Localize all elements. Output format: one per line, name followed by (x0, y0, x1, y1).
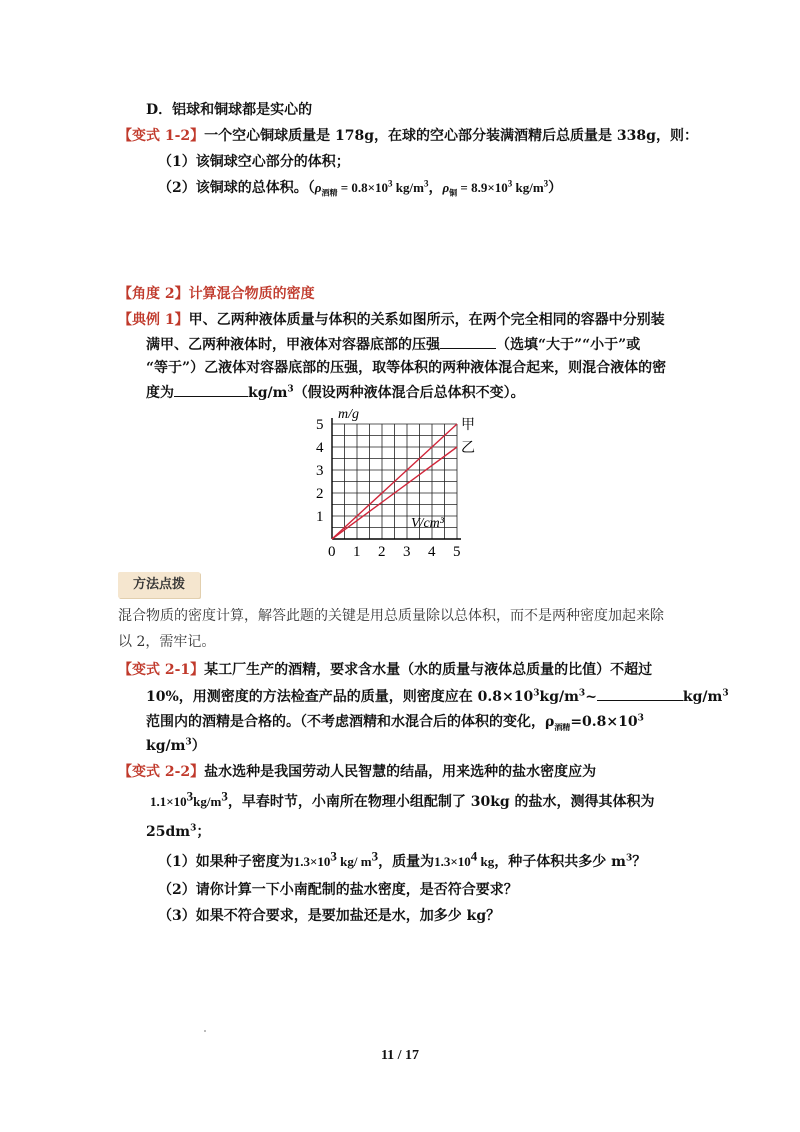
x-tick-label: 3 (403, 544, 411, 560)
variant-2-2-density-unit-exp: 3 (221, 788, 228, 804)
answer-blank-2[interactable] (174, 382, 248, 397)
variant-2-2-line-3 (146, 822, 210, 842)
example-1-text-c: （选填“大于”“小于”或 (496, 337, 641, 353)
example-1-line-4 (146, 382, 525, 403)
seed-mass-value: 1.3×10 (434, 854, 471, 869)
example-1-line-1 (118, 310, 665, 330)
seed-density-unit-exp: 3 (371, 848, 379, 864)
seed-density-value: 1.3×10 (293, 854, 331, 869)
series-label-甲: 甲 (461, 417, 475, 433)
x-tick-label: 5 (453, 544, 461, 560)
question-1 (158, 152, 350, 172)
example-1-text-e1: 度为 (146, 385, 174, 401)
seed-density-exp: 3 (330, 848, 337, 864)
variant-2-1-exp-2: 3 (637, 713, 644, 724)
example-1-text-a: 甲、乙两种液体质量与体积的关系如图所示，在两个完全相同的容器中分别装 (188, 312, 665, 328)
answer-blank-1[interactable] (440, 334, 496, 349)
variant-2-1-text-b1: 10%，用测密度的方法检查产品的质量，则密度应在 0.8×10 (146, 689, 534, 705)
variant-2-1-end: ） (191, 738, 206, 754)
sub-question-1-text-g: ，种子体积共多少 m (494, 854, 626, 870)
variant-1-2-text: 一个空心铜球质量是 178g，在球的空心部分装满酒精后总质量是 338g，则： (204, 128, 698, 144)
variant-2-1-tilde: ~ (585, 689, 597, 705)
variant-2-2-volume-end: ； (196, 824, 211, 840)
variant-2-1-line-2 (146, 686, 729, 707)
angle-2-title: 计算混合物质的密度 (188, 286, 315, 302)
variant-2-1-unit-exp-1: 3 (578, 688, 586, 699)
x-tick-label: 0 (328, 544, 336, 560)
example-1-unit: kg/m (248, 385, 288, 401)
rho-copper (442, 178, 549, 198)
variant-2-1-text-c1: 范围内的酒精是合格的。（不考虑酒精和水混合后的体积的变化，ρ (146, 714, 555, 730)
variant-2-2-volume-exp: 3 (190, 823, 197, 834)
variant-2-1-exp-1: 3 (533, 688, 540, 699)
sub-question-2 (158, 880, 518, 900)
sub-question-1 (158, 848, 647, 872)
variant-2-2-text-a: 盐水选种是我国劳动人民智慧的结晶，用来选种的盐水密度应为 (204, 764, 597, 780)
rho-alcohol-value: = 0.8×10 (337, 180, 389, 195)
example-1-text-d: “等于”）乙液体对容器底部的压强，取等体积的两种液体混合起来，则混合液体的密 (146, 360, 667, 376)
y-tick-label: 2 (316, 486, 324, 502)
y-tick-label: 4 (316, 440, 324, 456)
y-tick-label: 5 (316, 417, 324, 433)
answer-blank-3[interactable] (597, 686, 683, 701)
example-1-text-e3: （假设两种液体混合后总体积不变）。 (293, 385, 525, 401)
variant-2-1-unit-3: kg/m (146, 738, 186, 754)
sub-question-1-text-a: （1）如果种子密度为 (158, 854, 294, 870)
sub-question-3 (158, 906, 500, 926)
example-1-unit-exp: 3 (287, 384, 294, 395)
rho-alcohol-unit: kg/m (392, 180, 424, 195)
question-1-text: （1）该铜球空心部分的体积； (158, 154, 350, 170)
tip-text-2: 以 2，需牢记。 (118, 634, 216, 650)
rho-alcohol-unit-exp: 3 (423, 178, 429, 189)
question-2 (158, 178, 562, 198)
rho-copper-sub: 铜 (449, 188, 458, 198)
variant-2-1-text-a: 某工厂生产的酒精，要求含水量（水的质量与液体总质量的比值）不超过 (204, 662, 653, 678)
variant-2-1-unit-1: kg/m (539, 689, 579, 705)
option-d-text: D．铝球和铜球都是实心的 (146, 102, 313, 118)
sub-question-1-text-d: ，质量为 (378, 854, 435, 870)
variant-2-2-tag: 【变式 2-2】 (118, 764, 205, 780)
y-tick-label: 1 (316, 509, 324, 525)
x-tick-label: 4 (428, 544, 436, 560)
x-axis-label: V/cm³ (411, 516, 444, 531)
question-2-text: （2）该铜球的总体积。（ (158, 180, 315, 196)
rho-alcohol-exp: 3 (388, 178, 393, 189)
mass-volume-chart (312, 404, 492, 564)
variant-2-2-density-value: 1.1×10 (150, 794, 187, 809)
rho-alcohol (314, 178, 429, 198)
tip-line-2 (118, 632, 215, 652)
seed-mass-unit: kg (477, 854, 495, 869)
variant-1-2-tag: 【变式 1-2】 (118, 128, 205, 144)
variant-2-1-tag: 【变式 2-1】 (118, 662, 205, 678)
angle-2-tag: 【角度 2】 (118, 286, 189, 302)
variant-2-1-sub: 酒精 (554, 721, 571, 732)
seed-density-unit: kg/ m (336, 854, 372, 869)
method-tip-badge: 方法点拨 (118, 572, 200, 598)
rho-symbol: ρ (314, 180, 322, 195)
variant-2-2-line-1 (118, 762, 596, 782)
option-d (146, 100, 312, 120)
tip-text-1: 混合物质的密度计算，解答此题的关键是用总质量除以总体积，而不是两种密度加起来除 (118, 608, 664, 624)
example-1-line-3 (146, 358, 666, 378)
speck (204, 1030, 206, 1032)
y-tick-label: 3 (316, 463, 324, 479)
variant-2-1-line-4 (146, 736, 206, 756)
page-number: 11 / 17 (380, 1048, 420, 1063)
sub-question-2-text: （2）请你计算一下小南配制的盐水密度，是否符合要求？ (158, 882, 518, 898)
example-1-text-b: 满甲、乙两种液体时，甲液体对容器底部的压强 (146, 337, 440, 353)
variant-2-2-density-exp: 3 (186, 788, 194, 804)
example-1-line-2 (146, 334, 640, 355)
x-tick-label: 1 (353, 544, 361, 560)
y-axis-label: m/g (338, 407, 359, 422)
rho-copper-value: = 8.9×10 (457, 180, 508, 195)
rho-copper-exp: 3 (507, 178, 513, 189)
sub-question-1-exp: 3 (625, 853, 633, 864)
sub-question-3-text: （3）如果不符合要求，是要加盐还是水，加多少 kg？ (158, 908, 501, 924)
variant-2-1-unit-exp-3: 3 (185, 737, 192, 748)
example-1-tag: 【典例 1】 (118, 312, 189, 328)
series-label-乙: 乙 (461, 440, 475, 456)
variant-2-1-text-c2: =0.8×10 (570, 714, 638, 730)
seed-mass-exp: 4 (470, 848, 478, 864)
variant-2-2-density-unit: kg/m (193, 794, 222, 809)
variant-2-1-unit-2: kg/m (682, 689, 723, 705)
variant-1-2 (118, 126, 698, 146)
variant-2-1-line-3 (146, 712, 644, 732)
rho-copper-unit-exp: 3 (543, 178, 549, 189)
rho-copper-unit: kg/m (512, 180, 544, 195)
variant-2-1-unit-exp-2: 3 (722, 688, 729, 699)
tip-line-1 (118, 606, 664, 626)
rho-alcohol-sub: 酒精 (321, 188, 338, 198)
variant-2-2-text-b3: ，早春时节，小南所在物理小组配制了 30kg 的盐水，测得其体积为 (227, 794, 655, 810)
variant-2-1-line-1 (118, 660, 652, 680)
variant-2-2-line-2 (150, 788, 655, 812)
question-2-end: ） (548, 180, 563, 196)
variant-2-2-volume: 25dm (146, 824, 191, 840)
angle-2-heading (118, 284, 315, 304)
rho-symbol: ρ (442, 180, 450, 195)
sub-question-1-end: ？ (632, 854, 647, 870)
separator: ， (428, 180, 443, 196)
x-tick-label: 2 (378, 544, 386, 560)
